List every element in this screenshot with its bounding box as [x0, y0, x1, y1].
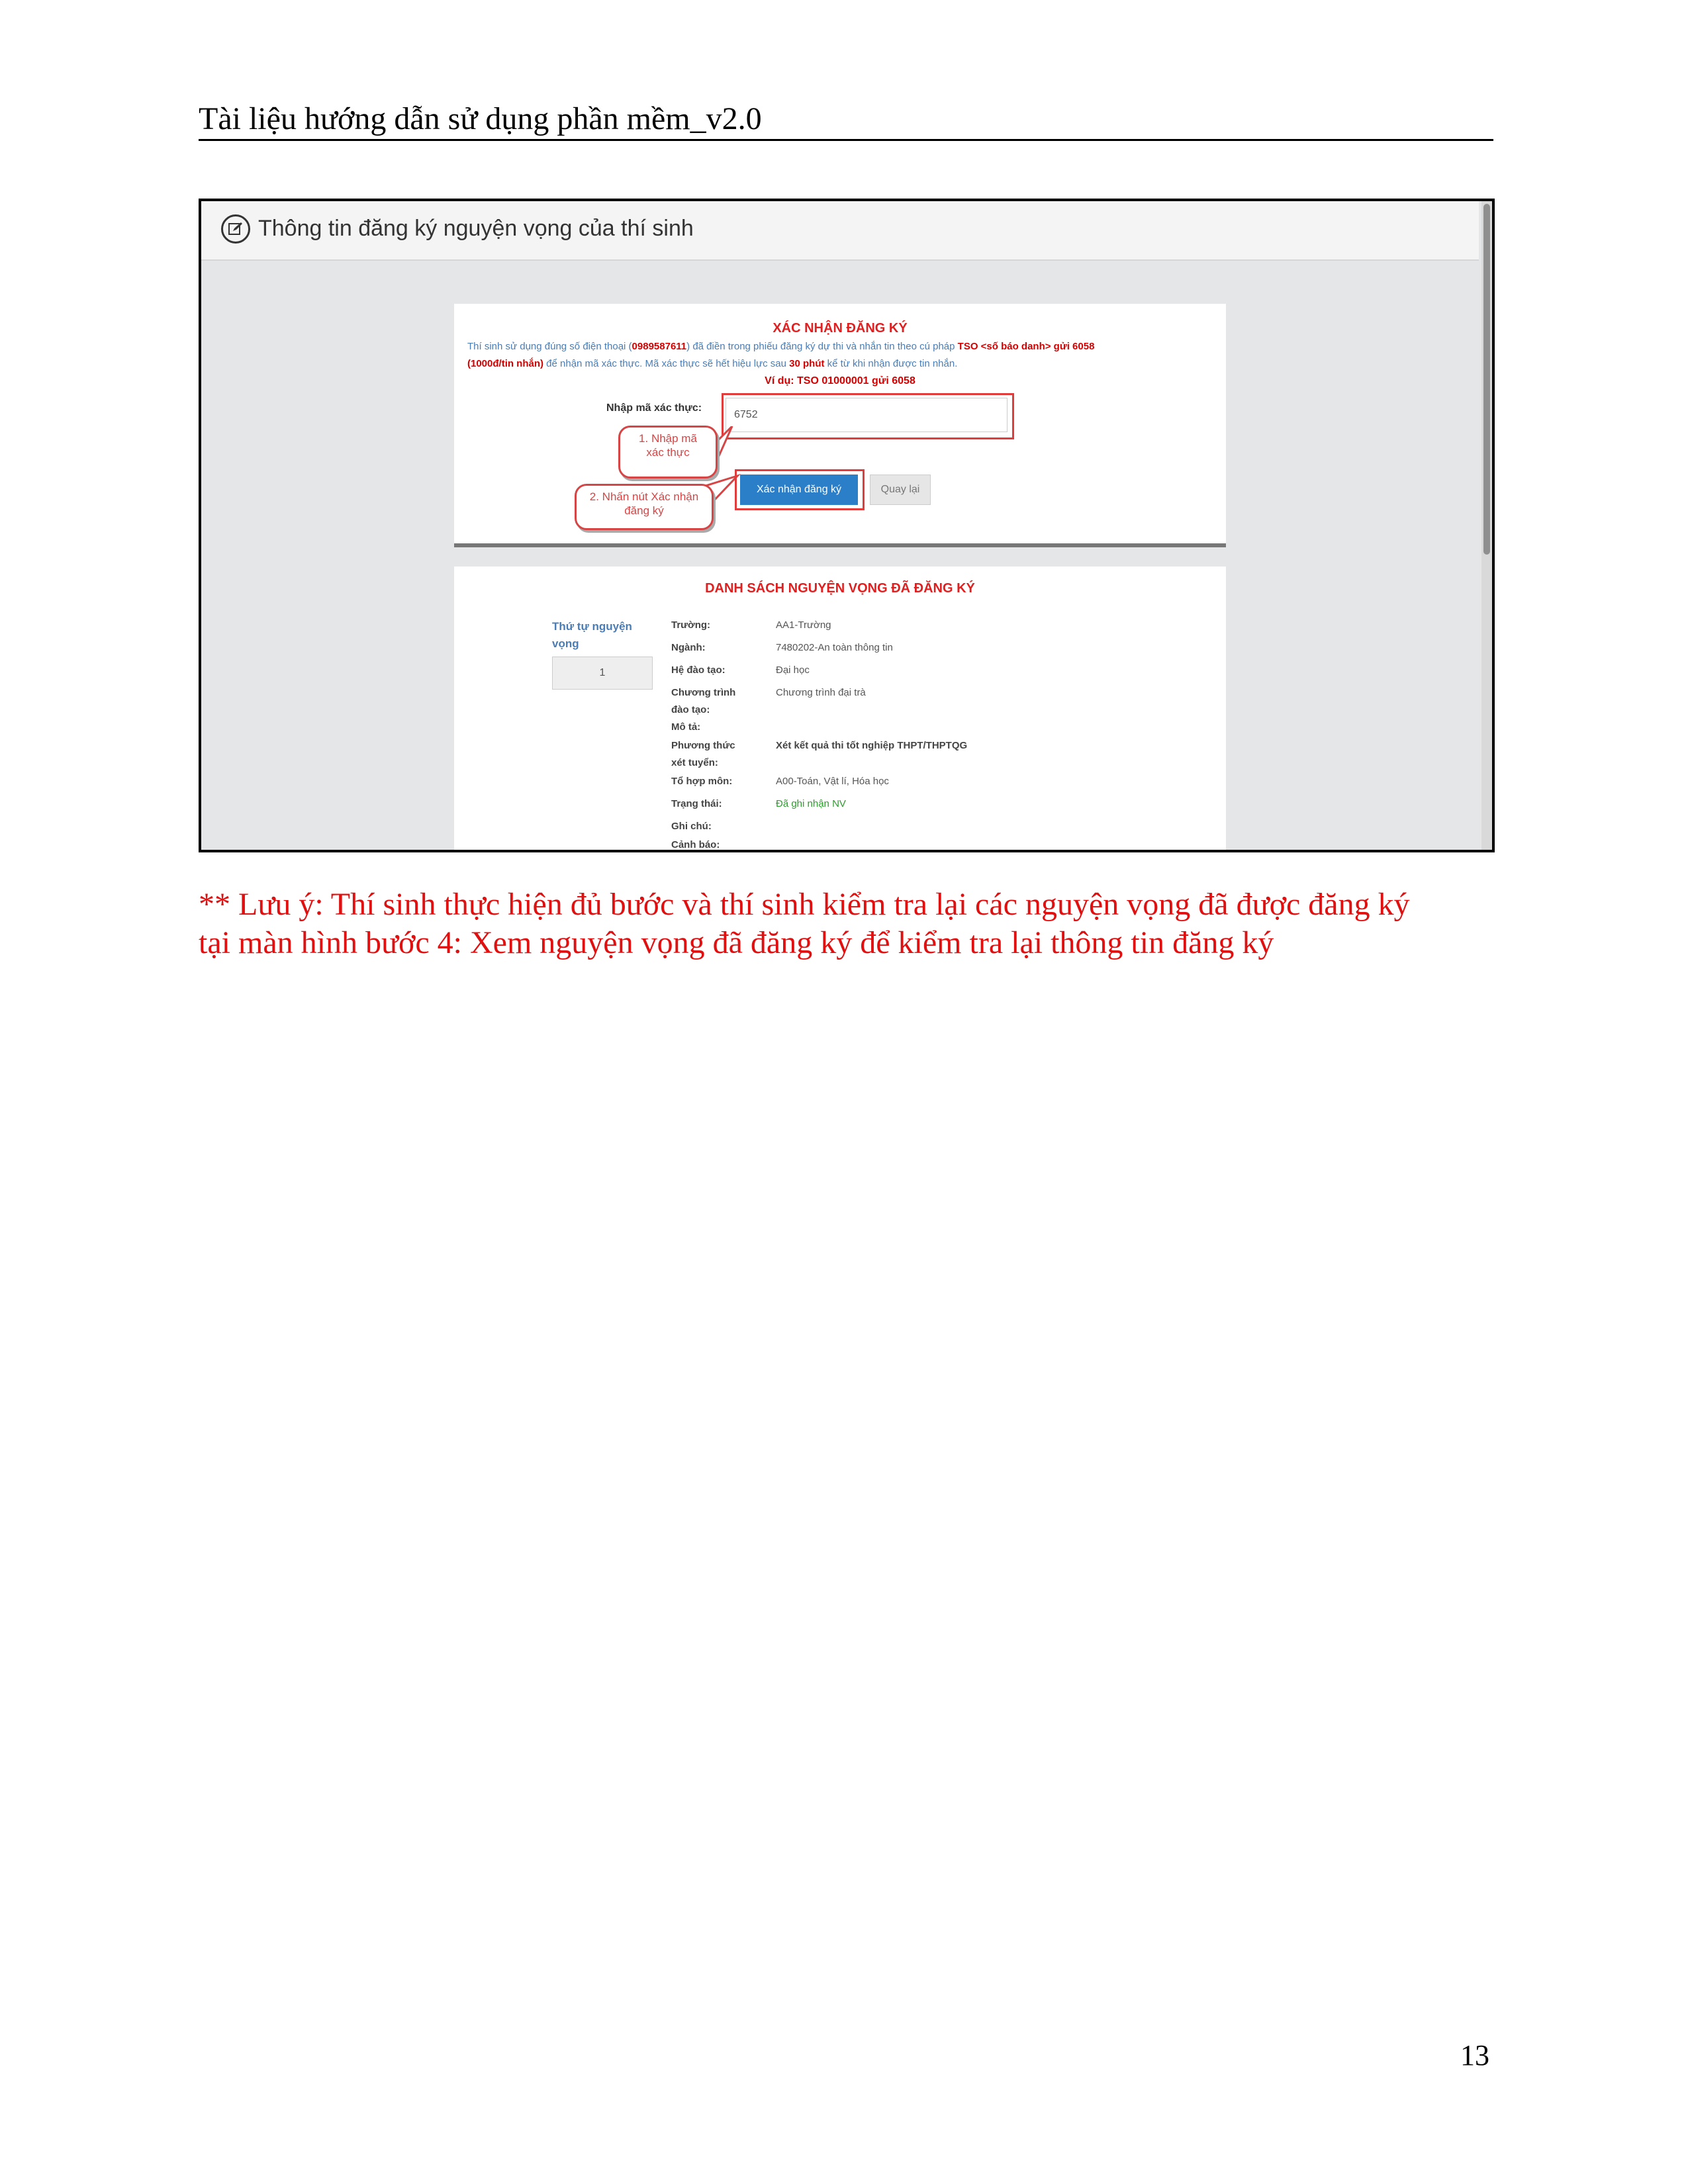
label-major: Ngành:: [671, 642, 706, 653]
value-school: AA1-Trường: [776, 619, 831, 631]
value-major: 7480202-An toàn thông tin: [776, 642, 893, 653]
instruction-line-1: Thí sinh sử dụng đúng số điện thoại (0989587611) đã điền trong phiếu đăng ký dự thi và nhắn tin theo cú pháp TSO <số báo danh> gửi 6058: [467, 341, 1095, 352]
order-label: Thứ tự nguyện vọng: [552, 620, 632, 650]
value-program: Chương trình đại trà: [776, 687, 866, 698]
label-system: Hệ đào tạo:: [671, 664, 726, 676]
note-line-1: ** Lưu ý: Thí sinh thực hiện đủ bước và thí sinh kiểm tra lại các nguyện vọng đã được đăng ký: [199, 887, 1410, 922]
list-title: DANH SÁCH NGUYỆN VỌNG ĐÃ ĐĂNG KÝ: [705, 581, 975, 596]
back-button[interactable]: Quay lại: [870, 475, 931, 505]
app-screenshot: [199, 199, 1495, 852]
label-notes: Ghi chú:: [671, 821, 712, 832]
document-header: [199, 94, 1493, 141]
label-desc: Mô tả:: [671, 721, 701, 733]
label-method: Phương thức xét tuyển:: [671, 740, 735, 768]
label-warning: Cảnh báo:: [671, 839, 720, 850]
page-title: Thông tin đăng ký nguyện vọng của thí sinh: [258, 216, 694, 241]
confirm-panel: [454, 304, 1226, 547]
value-status: Đã ghi nhận NV: [776, 798, 846, 809]
page-number: 13: [1460, 2039, 1489, 2071]
callout-press-confirm: 2. Nhấn nút Xác nhận đăng ký: [575, 484, 714, 530]
sms-example: Ví dụ: TSO 01000001 gửi 6058: [765, 375, 915, 387]
scrollbar[interactable]: [1481, 201, 1492, 850]
registered-list-panel: [454, 567, 1226, 852]
value-method: Xét kết quả thi tốt nghiệp THPT/THPTQG: [776, 740, 968, 751]
document-header-title: Tài liệu hướng dẫn sử dụng phần mềm_v2.0: [199, 101, 762, 136]
label-status: Trạng thái:: [671, 798, 722, 809]
confirm-title: XÁC NHẬN ĐĂNG KÝ: [773, 321, 908, 336]
instruction-line-2: (1000đ/tin nhắn) để nhận mã xác thực. Mã xác thực sẽ hết hiệu lực sau 30 phút kể từ khi nhận được tin nhắn.: [467, 358, 958, 369]
note-text: [199, 886, 1496, 962]
order-value: 1: [552, 657, 653, 690]
value-system: Đại học: [776, 664, 810, 676]
page-header: [201, 201, 1479, 261]
note-line-2: tại màn hình bước 4: Xem nguyện vọng đã đăng ký để kiểm tra lại thông tin đăng ký: [199, 925, 1274, 960]
label-combo: Tổ hợp môn:: [671, 776, 733, 787]
phone-number: 0989587611: [632, 341, 687, 352]
value-combo: A00-Toán, Vật lí, Hóa học: [776, 776, 889, 787]
confirm-register-button[interactable]: Xác nhận đăng ký: [740, 475, 858, 505]
label-school: Trường:: [671, 619, 711, 631]
label-program: Chương trình đào tạo:: [671, 687, 736, 715]
callout-enter-code: 1. Nhập mã xác thực: [618, 426, 718, 478]
code-label: Nhập mã xác thực:: [606, 402, 702, 414]
sms-syntax: TSO <số báo danh> gửi 6058: [957, 341, 1095, 352]
verification-code-input[interactable]: [726, 398, 1008, 432]
edit-icon: [221, 214, 250, 244]
scrollbar-thumb[interactable]: [1483, 204, 1490, 555]
